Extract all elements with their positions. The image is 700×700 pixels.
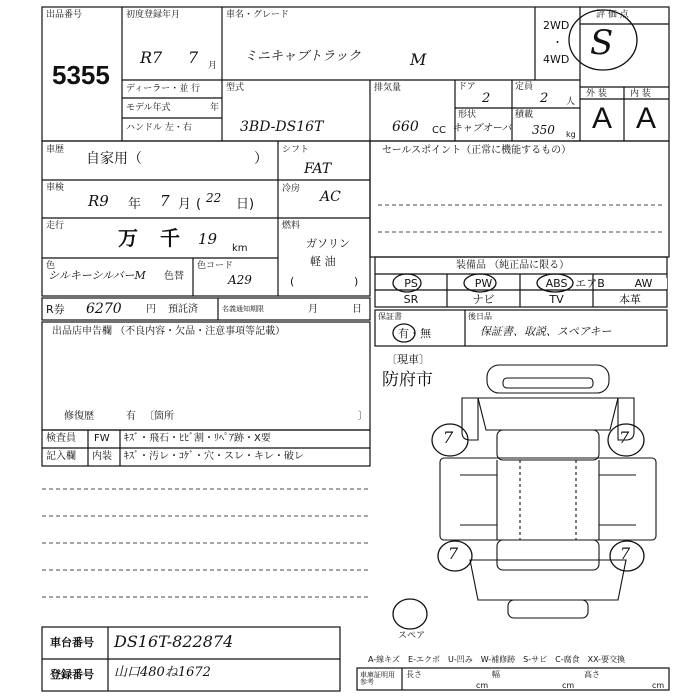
height-label: 高さ bbox=[584, 670, 600, 679]
inspection-label: 車検 bbox=[46, 183, 65, 193]
recycle-deposit: 預託済 bbox=[168, 304, 198, 315]
shape-value: キャブオーバ bbox=[452, 123, 512, 134]
shift-value: FAT bbox=[304, 161, 332, 177]
length-label: 長さ bbox=[406, 670, 422, 679]
ac-value: AC bbox=[320, 189, 341, 205]
first-reg-era: R7 bbox=[140, 48, 163, 67]
width-unit: cm bbox=[562, 681, 575, 690]
warranty-value: 有・無 bbox=[398, 327, 431, 340]
fuel-paren-close: ) bbox=[354, 275, 359, 288]
shift-label: シフト bbox=[282, 145, 310, 155]
equipment-leather: 本革 bbox=[619, 293, 641, 306]
color-code-value: A29 bbox=[228, 273, 252, 287]
legend-items: A-線キズ E-エクボ U-凹み W-補修跡 S-サビ C-腐食 XX-要交換 bbox=[368, 655, 626, 664]
selling-points-label: セールスポイント（正常に機能するもの） bbox=[382, 145, 572, 156]
cert-label: 車庫証明用参考 bbox=[360, 671, 395, 686]
tax-label: 名義通知期限 bbox=[222, 305, 264, 313]
equipment-abs: ABS bbox=[545, 277, 568, 290]
interior-label: 内 装 bbox=[630, 89, 651, 99]
model-label: 型式 bbox=[226, 83, 245, 93]
first-reg-label: 初度登録年月 bbox=[126, 10, 181, 20]
inspector-label: 検査員 bbox=[46, 433, 76, 444]
record-label: 記入欄 bbox=[46, 451, 76, 462]
aftermarket-value: 保証書、取説、スペアキー bbox=[480, 325, 612, 338]
month-unit: 月 bbox=[208, 61, 218, 71]
repair-label: 修復歴 bbox=[64, 411, 94, 422]
inspection-era: R9 bbox=[88, 192, 109, 210]
inspection-day-unit: 日) bbox=[236, 197, 255, 212]
chassis-label: 車台番号 bbox=[50, 636, 94, 649]
inspection-year-unit: 年 bbox=[128, 197, 142, 212]
fuel-gas: ガソリン bbox=[306, 237, 350, 250]
mark-front-right: 7 bbox=[619, 428, 630, 447]
score-label: 評 価 点 bbox=[596, 10, 629, 20]
warranty-label: 保証書 bbox=[378, 312, 402, 321]
inspection-month: 7 bbox=[160, 192, 170, 210]
chassis-value: DS16T-822874 bbox=[114, 632, 234, 651]
plate-value: 山口480ね1672 bbox=[114, 665, 211, 680]
history-value: 自家用（ bbox=[86, 151, 142, 167]
load-value: 350 bbox=[532, 123, 555, 137]
mark-rear-right: 7 bbox=[620, 544, 631, 563]
drive-4wd: 4WD bbox=[543, 53, 570, 66]
equipment-aw: AW bbox=[620, 278, 667, 289]
displacement-value: 660 bbox=[392, 119, 419, 135]
color-code-label: 色コード bbox=[197, 261, 234, 271]
equipment-pw: PW bbox=[474, 277, 493, 290]
fuel-label: 燃料 bbox=[282, 221, 301, 231]
recycle-value: 6270 bbox=[86, 301, 122, 317]
plate-label: 登録番号 bbox=[50, 668, 94, 681]
fuel-paren-open: ( bbox=[290, 275, 295, 288]
history-close: ） bbox=[254, 151, 268, 167]
fuel-diesel: 軽 油 bbox=[310, 255, 336, 268]
interior-score: A bbox=[636, 102, 657, 135]
dealer-label: ディーラー・並 行 bbox=[126, 84, 201, 94]
length-unit: cm bbox=[476, 681, 489, 690]
color-value: シルキーシルバーM bbox=[48, 269, 146, 282]
history-label: 車歴 bbox=[46, 145, 65, 155]
first-reg-month: 7 bbox=[188, 48, 199, 67]
tax-day: 日 bbox=[352, 304, 362, 315]
equipment-label: 装備品 （純正品に限る） bbox=[456, 260, 570, 271]
equipment-airbag: エアB bbox=[575, 277, 605, 290]
mileage-label: 走行 bbox=[46, 221, 65, 231]
equipment-sr: SR bbox=[403, 293, 419, 306]
color-label: 色 bbox=[46, 261, 56, 271]
inspection-month-unit: 月 bbox=[178, 197, 192, 212]
location-value: 防府市 bbox=[382, 370, 433, 390]
fw-label: FW bbox=[94, 433, 110, 444]
interior-row-label: 内装 bbox=[92, 451, 112, 462]
inspection-day-open: ( bbox=[196, 197, 202, 212]
capacity-value: 2 bbox=[540, 91, 549, 106]
actual-label: 〔現車〕 bbox=[386, 353, 430, 366]
recycle-label: R券 bbox=[46, 303, 65, 316]
displacement-label: 排気量 bbox=[374, 83, 402, 93]
seller-notes-label: 出品店申告欄 （不良内容・欠品・注意事項等記載） bbox=[52, 326, 286, 337]
height-unit: cm bbox=[652, 681, 665, 690]
fw-items: ｷｽﾞ・飛石・ﾋﾋﾞ割・ﾘﾍﾟｱ跡・X要 bbox=[124, 433, 271, 444]
load-label: 積載 bbox=[515, 110, 534, 120]
kg-unit: kg bbox=[566, 130, 576, 139]
year-unit: 年 bbox=[210, 103, 220, 113]
inspection-day: 22 bbox=[206, 191, 222, 205]
doors-label: ドア bbox=[458, 82, 476, 92]
repair-loc-close: 〕 bbox=[358, 411, 368, 422]
width-label: 幅 bbox=[492, 670, 500, 679]
repair-value: 有 bbox=[126, 411, 136, 422]
exterior-label: 外 装 bbox=[586, 89, 607, 99]
recycle-unit: 円 bbox=[146, 304, 156, 315]
mark-front-left: 7 bbox=[443, 428, 454, 447]
cc-label: CC bbox=[432, 125, 446, 136]
car-grade: M bbox=[410, 50, 427, 69]
man-unit: 万 bbox=[118, 226, 138, 250]
capacity-label: 定員 bbox=[515, 82, 534, 92]
drive-2wd: 2WD bbox=[543, 19, 570, 32]
person-unit: 人 bbox=[566, 97, 576, 107]
ac-label: 冷房 bbox=[282, 184, 301, 194]
doors-value: 2 bbox=[482, 91, 491, 106]
spare-label: スペア bbox=[398, 631, 426, 641]
aftermarket-label: 後日品 bbox=[468, 312, 492, 321]
lot-number: 5355 bbox=[52, 60, 110, 90]
equipment-ps: PS bbox=[404, 277, 418, 290]
exterior-score: A bbox=[592, 102, 613, 135]
sen-unit: 千 bbox=[160, 226, 180, 250]
km-unit: km bbox=[232, 243, 248, 254]
interior-items: ｷｽﾞ・汚レ・ｺｹﾞ・穴・スレ・キレ・破レ bbox=[124, 451, 304, 462]
repair-loc-open: 〔箇所 bbox=[144, 411, 174, 422]
shape-label: 形状 bbox=[458, 110, 477, 120]
model-value: 3BD-DS16T bbox=[240, 119, 324, 135]
handle-label: ハンドル 左・右 bbox=[126, 123, 192, 133]
mileage-value: 19 bbox=[198, 230, 218, 248]
lot-label: 出品番号 bbox=[46, 10, 83, 20]
equipment-navi: ナビ bbox=[472, 293, 495, 306]
car-name: ミニキャブトラック bbox=[244, 49, 361, 64]
drive-dot: ・ bbox=[552, 36, 563, 49]
name-grade-label: 車名・グレード bbox=[226, 10, 290, 20]
score-value: S bbox=[590, 23, 614, 63]
color-change-label: 色替 bbox=[164, 271, 184, 282]
car-diagram bbox=[440, 365, 656, 618]
tax-month: 月 bbox=[308, 304, 318, 315]
mark-rear-left: 7 bbox=[448, 544, 459, 563]
equipment-tv: TV bbox=[549, 293, 564, 306]
model-year-label: モデル年式 bbox=[126, 103, 171, 113]
